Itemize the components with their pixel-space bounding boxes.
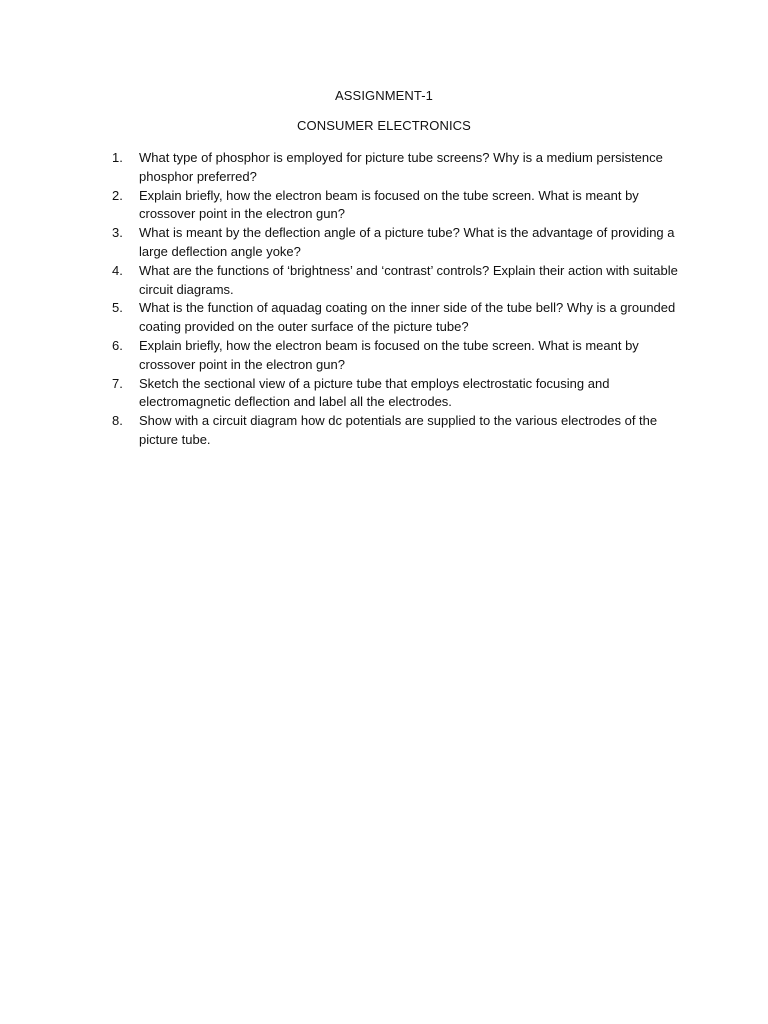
question-text: Explain briefly, how the electron beam is focused on the tube screen. What is meant by crossover point in the electron gun?: [139, 337, 639, 372]
question-item: [112, 412, 678, 450]
question-item: [112, 299, 678, 337]
question-item: [112, 337, 678, 375]
question-item: [112, 262, 678, 300]
question-number: 7.: [112, 375, 123, 391]
question-item: [112, 149, 678, 187]
question-item: [112, 224, 678, 262]
question-number: 3.: [112, 225, 123, 241]
question-text: Sketch the sectional view of a picture tube that employs electrostatic focusing and electromagnetic deflection and label all the electrodes.: [139, 375, 610, 410]
question-number: 5.: [112, 300, 123, 316]
question-number: 1.: [112, 150, 123, 165]
question-number: 2.: [112, 187, 123, 203]
question-text: What is meant by the deflection angle of a picture tube? What is the advantage of providing a large deflection angle yoke?: [139, 225, 675, 259]
question-text: What are the functions of ‘brightness’ and ‘contrast’ controls? Explain their action with suitable circuit diagrams.: [139, 262, 678, 297]
question-number: 6.: [112, 337, 123, 353]
document-subtitle: CONSUMER ELECTRONICS: [297, 118, 471, 133]
question-text: Explain briefly, how the electron beam is focused on the tube screen. What is meant by crossover point in the electron gun?: [139, 187, 639, 222]
question-item: [112, 187, 678, 225]
question-text: What is the function of aquadag coating on the inner side of the tube bell? Why is a grounded coating provided on the outer surface of the picture tube?: [139, 300, 676, 335]
question-number: 4.: [112, 262, 123, 278]
question-list: [112, 149, 678, 450]
document-title: ASSIGNMENT-1: [335, 88, 433, 103]
question-number: 8.: [112, 413, 123, 429]
question-text: Show with a circuit diagram how dc potentials are supplied to the various electrodes of the picture tube.: [139, 413, 658, 447]
question-text: What type of phosphor is employed for picture tube screens? Why is a medium persistence phosphor preferred?: [139, 150, 663, 184]
question-item: [112, 375, 678, 413]
